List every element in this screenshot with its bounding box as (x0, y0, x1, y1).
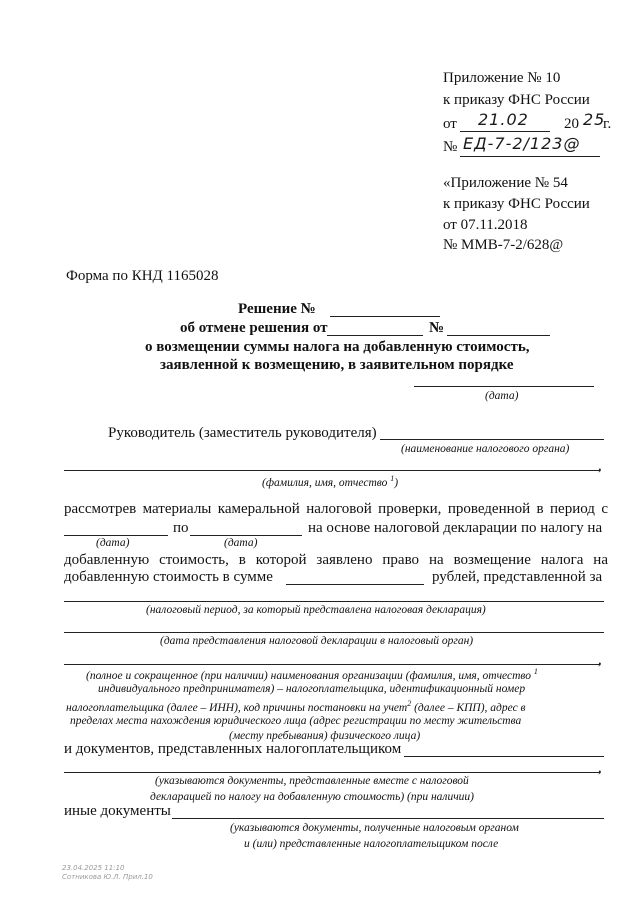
tax-period-line (64, 601, 604, 602)
decision-date-line (414, 386, 594, 387)
submission-date-line (64, 632, 604, 633)
other-documents-label: иные документы (64, 803, 171, 819)
period-end-line (190, 535, 302, 536)
documents-caption-line1: (указываются документы, представленные вместе с налоговой (155, 775, 469, 787)
review-paragraph-line2: добавленную стоимость, в которой заявлено право на возмещение налога на (64, 552, 608, 568)
documents-caption-line2: декларацией по налогу на добавленную стоимость) (при наличии) (150, 791, 475, 803)
prev-appendix-number: «Приложение № 54 (443, 175, 568, 191)
footer-stamp-line1: 23.04.2025 11:10 (62, 864, 125, 872)
appendix-date-prefix: от (443, 116, 457, 132)
fio-caption: (фамилия, имя, отчество $^1$) (262, 474, 399, 489)
fio-line (64, 470, 600, 471)
declaration-basis-text: на основе налоговой декларации по налогу на (308, 520, 603, 536)
taxpayer-caption-line5: (месту пребывания) физического лица) (229, 730, 421, 742)
amount-label: добавленную стоимость в сумме (64, 569, 273, 585)
cancel-decision-number-line (447, 335, 550, 336)
appendix-year-handwritten: 25 (583, 110, 606, 129)
form-code: Форма по КНД 1165028 (66, 268, 219, 284)
submission-date-caption: (дата представления налоговой декларации в налоговый орган) (160, 635, 474, 647)
taxpayer-caption-line1: (полное и сокращенное (при наличии) наименования организации (фамилия, имя, отчество $^1$ (86, 667, 538, 682)
appendix-date-line (460, 131, 550, 132)
appendix-date-handwritten: 21.02 (478, 110, 529, 129)
appendix-number: Приложение № 10 (443, 70, 561, 86)
appendix-number-prefix: № (443, 139, 458, 155)
appendix-number-handwritten: ЕД-7-2/123@ (463, 134, 581, 153)
other-documents-caption-line1: (указываются документы, полученные налоговым органом (230, 822, 519, 834)
other-documents-caption-line2: и (или) представленные налогоплательщиком после (244, 838, 499, 850)
period-start-line (64, 535, 168, 536)
taxpayer-line (64, 664, 600, 665)
prev-appendix-date: от 07.11.2018 (443, 217, 528, 233)
amount-line (286, 584, 424, 585)
fio-comma: , (598, 458, 602, 474)
tax-period-caption: (налоговый период, за который представлена налоговая декларация) (146, 604, 486, 616)
period-to-label: по (173, 520, 189, 536)
review-paragraph-line1: рассмотрев материалы камеральной налоговой проверки, проведенной в период с (64, 501, 608, 517)
prev-appendix-order-ref: к приказу ФНС России (443, 196, 590, 212)
decision-date-caption: (дата) (485, 390, 519, 402)
amount-suffix: рублей, представленной за (432, 569, 603, 585)
prev-appendix-order-number: № ММВ-7-2/628@ (443, 237, 564, 253)
documents-comma: , (598, 760, 602, 776)
cancel-decision-number-label: № (429, 320, 445, 336)
period-start-caption: (дата) (96, 537, 130, 549)
tax-authority-line (380, 439, 604, 440)
appendix-year-suffix: г. (603, 116, 612, 132)
period-end-caption: (дата) (224, 537, 258, 549)
title-line-4: заявленной к возмещению, в заявительном порядке (160, 357, 514, 373)
title-line-3: о возмещении суммы налога на добавленную стоимость, (145, 339, 530, 355)
taxpayer-comma: , (598, 652, 602, 668)
documents-line (404, 756, 604, 757)
documents-label: и документов, представленных налогоплательщиком (64, 741, 402, 757)
appendix-year-prefix: 20 (564, 116, 579, 132)
decision-number-line (330, 316, 440, 317)
other-documents-line (172, 818, 604, 819)
cancel-decision-label: об отмене решения от (180, 320, 328, 336)
head-label: Руководитель (заместитель руководителя) (108, 425, 377, 441)
taxpayer-caption-line2: индивидуального предпринимателя) – налогоплательщика, идентификационный номер (98, 683, 526, 695)
taxpayer-caption-line4: пределах места нахождения юридического лица (адрес регистрации по месту жительства (70, 715, 522, 727)
footer-stamp-line2: Сотникова Ю.Л. Прил.10 (62, 873, 153, 881)
taxpayer-caption-line3: налогоплательщика (далее – ИНН), код причины постановки на учет$^2$ (далее – КПП), адрес в (66, 699, 526, 714)
appendix-number-line (460, 156, 600, 157)
decision-title: Решение № (238, 301, 316, 317)
appendix-order-ref: к приказу ФНС России (443, 92, 590, 108)
cancel-decision-date-line (327, 335, 423, 336)
tax-authority-caption: (наименование налогового органа) (401, 443, 570, 455)
documents-line-2 (64, 772, 600, 773)
